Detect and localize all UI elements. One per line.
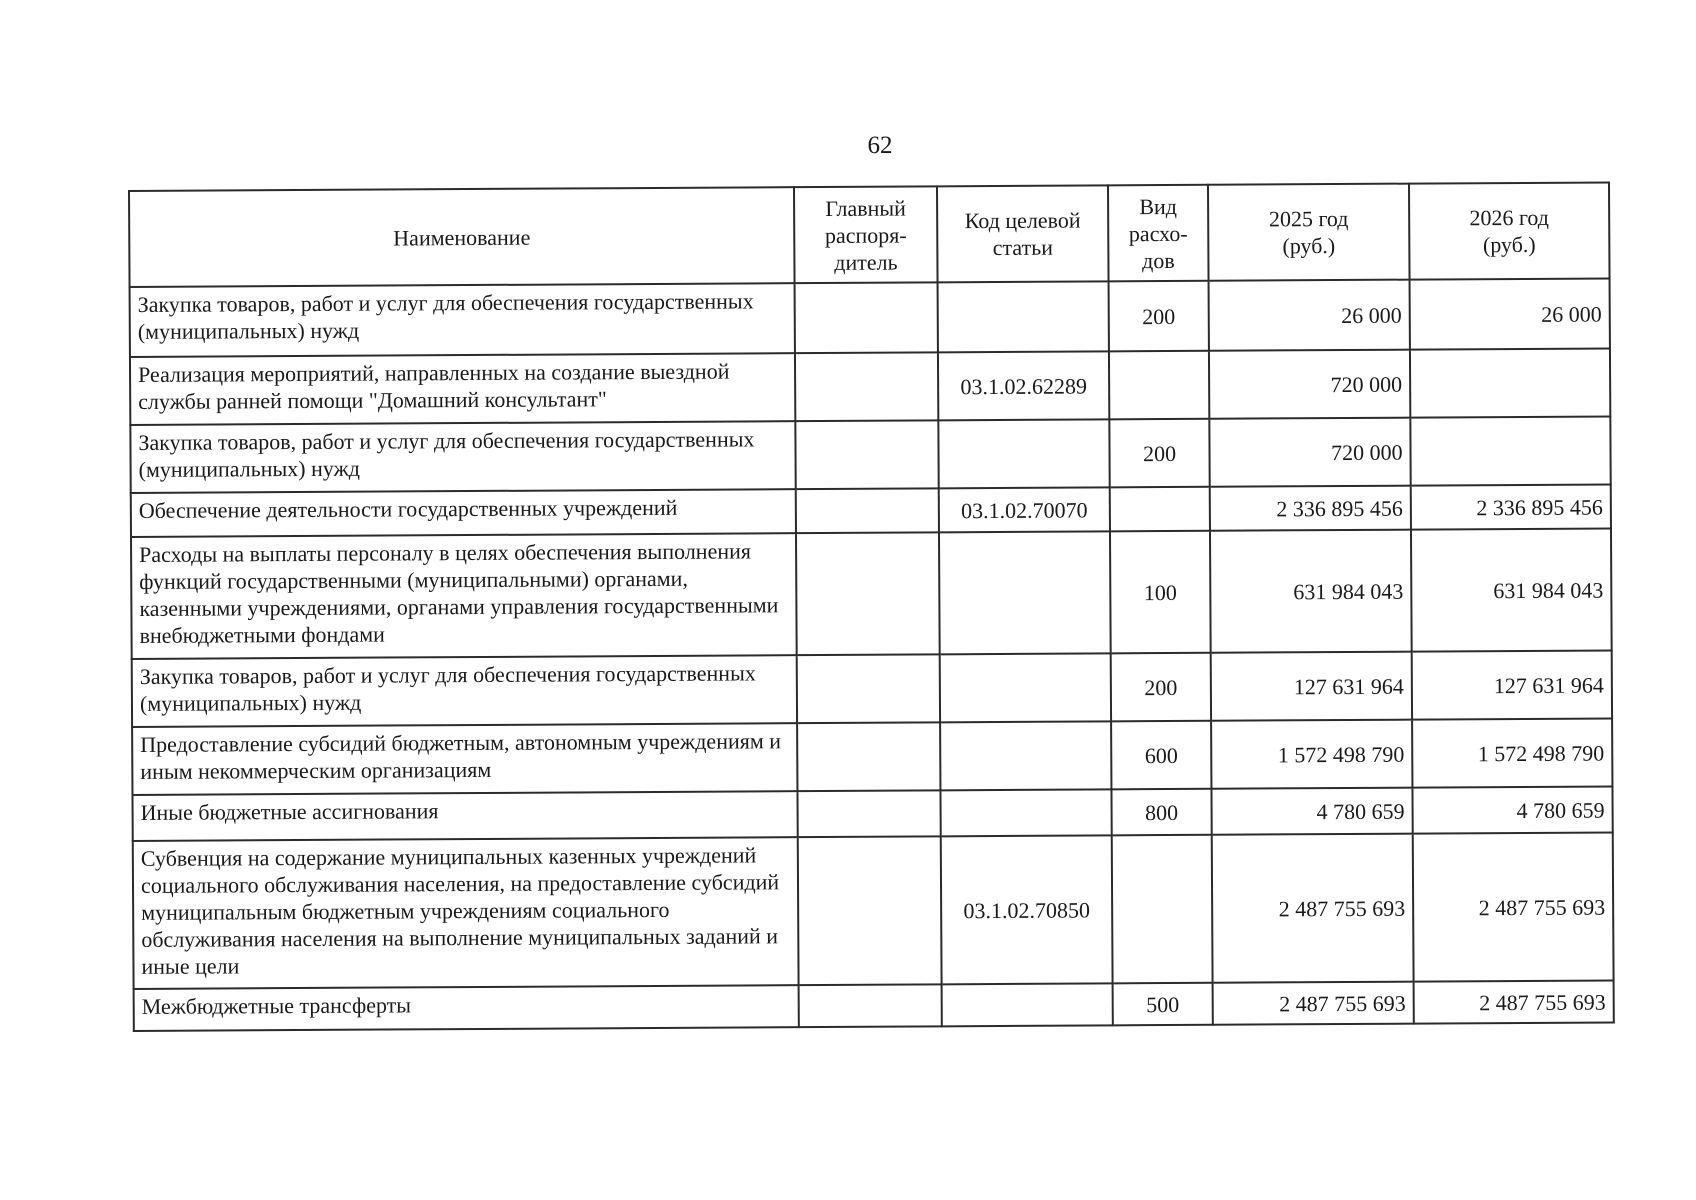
header-year-2025: 2025 год (руб.) [1208, 184, 1410, 281]
row-expense-type: 200 [1109, 281, 1209, 352]
row-expense-type: 600 [1111, 721, 1211, 790]
row-name: Иные бюджетные ассигнования [132, 791, 797, 841]
row-amount-2026: 26 000 [1410, 278, 1610, 349]
row-amount-2026: 2 487 755 693 [1414, 980, 1614, 1023]
header-name: Наименование [129, 187, 795, 287]
row-target-code [940, 653, 1111, 722]
row-name: Расходы на выплаты персоналу в целях обеспечения выполнения функций государственными (муниципальными) органами, казенными учреждениями, органами управления государственными внебюджетными фондами [131, 533, 797, 659]
row-chief-manager [799, 984, 942, 1027]
row-amount-2026: 631 984 043 [1411, 528, 1612, 651]
row-target-code: 03.1.02.70070 [939, 487, 1110, 532]
table-row [130, 348, 1610, 425]
row-amount-2025: 4 780 659 [1211, 788, 1412, 835]
row-amount-2026 [1410, 348, 1610, 417]
row-amount-2025: 2 487 755 693 [1212, 834, 1414, 983]
row-target-code [938, 419, 1109, 488]
row-name: Закупка товаров, работ и услуг для обеспечения государственных (муниципальных) нужд [132, 655, 797, 727]
row-amount-2026: 2 487 755 693 [1413, 832, 1614, 981]
row-amount-2025: 2 487 755 693 [1213, 982, 1414, 1025]
row-amount-2026: 2 336 895 456 [1411, 484, 1611, 529]
row-chief-manager [795, 420, 938, 489]
table-header-row [129, 182, 1610, 287]
row-name: Обеспечение деятельности государственных учреждений [131, 489, 796, 537]
row-name: Реализация мероприятий, направленных на создание выездной службы ранней помощи "Домашний консультант" [130, 353, 795, 425]
row-chief-manager [797, 790, 940, 837]
table-row [134, 980, 1614, 1031]
row-amount-2025: 720 000 [1209, 350, 1410, 419]
row-chief-manager [798, 836, 942, 985]
row-chief-manager [795, 282, 938, 353]
row-chief-manager [797, 722, 940, 791]
row-amount-2026 [1410, 416, 1610, 485]
row-amount-2025: 127 631 964 [1211, 652, 1412, 721]
row-amount-2026: 4 780 659 [1412, 786, 1612, 833]
row-chief-manager [797, 654, 940, 723]
table-row [130, 416, 1610, 493]
row-amount-2025: 2 336 895 456 [1210, 486, 1411, 531]
row-name: Закупка товаров, работ и услуг для обеспечения государственных (муниципальных) нужд [130, 421, 795, 493]
table-row [132, 718, 1612, 795]
row-amount-2025: 631 984 043 [1210, 530, 1412, 653]
row-chief-manager [796, 488, 939, 533]
page-number: 62 [867, 132, 893, 159]
row-target-code [942, 983, 1113, 1026]
row-amount-2025: 26 000 [1209, 280, 1410, 351]
row-chief-manager [795, 352, 938, 421]
row-expense-type: 100 [1110, 531, 1211, 654]
budget-table [128, 181, 1615, 1032]
row-expense-type [1109, 351, 1209, 420]
table-row [131, 528, 1612, 659]
row-chief-manager [796, 532, 940, 655]
table-row [130, 278, 1610, 357]
row-name: Предоставление субсидий бюджетным, автономным учреждениям и иным некоммерческим организациям [132, 723, 797, 795]
row-name: Межбюджетные трансферты [134, 985, 799, 1031]
row-amount-2025: 720 000 [1209, 418, 1410, 487]
row-target-code [940, 721, 1111, 790]
row-target-code [940, 789, 1111, 836]
row-target-code [939, 531, 1111, 654]
header-year-2026: 2026 год (руб.) [1409, 182, 1610, 279]
row-expense-type: 500 [1113, 983, 1213, 1026]
row-target-code: 03.1.02.62289 [938, 351, 1109, 420]
row-amount-2026: 127 631 964 [1412, 650, 1612, 719]
table-row [133, 832, 1614, 989]
row-target-code [938, 281, 1109, 352]
header-target-code: Код целевой статьи [937, 185, 1109, 282]
row-name: Субвенция на содержание муниципальных казенных учреждений социального обслуживания населения, на предоставление субсидий муниципальным бюджетным учреждениям социального обслуживания населения на выполнение муниципальных заданий и иные цели [133, 837, 799, 989]
row-expense-type [1112, 835, 1213, 984]
row-expense-type: 800 [1111, 789, 1211, 836]
table-row [132, 650, 1612, 727]
header-expense-type: Вид расхо- дов [1108, 185, 1209, 282]
row-name: Закупка товаров, работ и услуг для обеспечения государственных (муниципальных) нужд [130, 283, 795, 357]
row-amount-2025: 1 572 498 790 [1211, 720, 1412, 789]
row-expense-type: 200 [1109, 419, 1209, 488]
row-expense-type [1110, 487, 1210, 532]
header-chief-manager: Главный распоря- дитель [794, 186, 938, 283]
row-amount-2026: 1 572 498 790 [1412, 718, 1612, 787]
row-target-code: 03.1.02.70850 [941, 835, 1113, 984]
row-expense-type: 200 [1111, 653, 1211, 722]
